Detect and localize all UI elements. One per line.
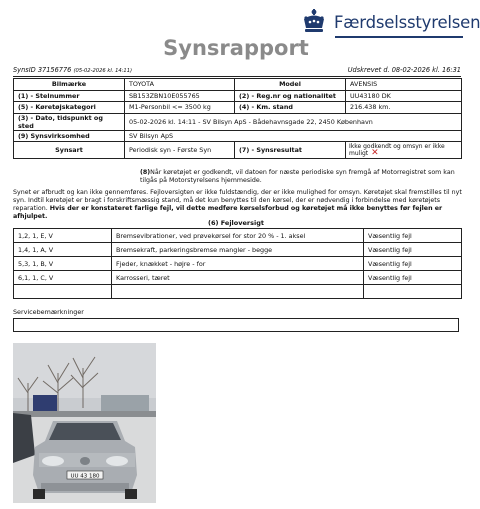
table-row <box>14 229 462 243</box>
syns-id: SynsID 37156776 (05-02-2026 kl. 14:11) <box>13 66 133 74</box>
service-remarks-box <box>13 318 459 332</box>
model-value: AVENSIS <box>346 79 462 91</box>
frame-value: SB153ZBN10E055765 <box>125 90 235 102</box>
agency-name: Færdselsstyrelsen <box>334 12 480 32</box>
defect-code: 5,3, 1, B, V <box>14 257 112 271</box>
reg-label: (2) - Reg.nr og nationalitet <box>235 90 346 102</box>
model-label: Model <box>235 79 346 91</box>
vehicle-photo <box>13 343 156 503</box>
defect-desc: Bremsevibrationer, ved prøvekørsel for stor 20 % - 1. aksel <box>112 229 364 243</box>
defect-desc <box>112 285 364 299</box>
defect-code: 1,4, 1, A, V <box>14 243 112 257</box>
result-label: (7) - Synsresultat <box>235 142 346 159</box>
agency-logo <box>300 8 480 36</box>
category-value: M1-Personbil <= 3500 kg <box>125 102 235 114</box>
table-row <box>14 271 462 285</box>
defect-desc: Bremsekraft, parkeringsbremse mangler - begge <box>112 243 364 257</box>
page-title: Synsrapport <box>163 36 309 60</box>
vehicle-info-table <box>13 78 462 159</box>
category-label: (5) - Køretøjskategori <box>14 102 125 114</box>
printed-date: Udskrevet d. 08-02-2026 kl. 16:31 <box>347 66 461 74</box>
defects-title: (6) Fejloversigt <box>208 219 264 227</box>
inspection-interrupted-text: Synet er afbrudt og kan ikke gennemføres. Fejloversigten er ikke fuldstændig, der er ikke mulighed for omsyn. Køretøjet skal fremstilles til nyt syn. Indtil køretøjet er bragt i forskriftsmæssig stand, må det kun benyttes til den kørsel, der er nødvendig i forbindelse med køretøjets reparation. Hvis der er konstateret farlige fejl, vil dette medføre kørselsforbud og køretøjet må ikke benyttes før fejlen er afhjulpet. <box>13 189 462 220</box>
defect-code <box>14 285 112 299</box>
company-label: (9) Synsvirksomhed <box>14 130 125 142</box>
result-value: Ikke godkendt og omsyn er ikke muligt ✕ <box>346 142 462 159</box>
table-row <box>14 285 462 299</box>
type-label: Synsart <box>14 142 125 159</box>
defect-severity: Væsentlig fejl <box>364 243 462 257</box>
red-x-icon: ✕ <box>371 148 379 158</box>
table-row <box>14 257 462 271</box>
defect-code: 1,2, 1, E, V <box>14 229 112 243</box>
defect-severity: Væsentlig fejl <box>364 271 462 285</box>
make-label: Bilmærke <box>14 79 125 91</box>
license-plate: UU 43 180 <box>70 473 100 480</box>
frame-label: (1) - Stelnummer <box>14 90 125 102</box>
defect-severity <box>364 285 462 299</box>
table-row <box>14 243 462 257</box>
date-place-value: 05-02-2026 kl. 14:11 - SV Bilsyn ApS - Bådehavnsgade 22, 2450 København <box>125 113 462 130</box>
company-value: SV Bilsyn ApS <box>125 130 462 142</box>
service-remarks-label: Servicebemærkninger <box>13 308 84 316</box>
defect-desc: Fjeder, knækket - højre - for <box>112 257 364 271</box>
divider <box>13 76 461 77</box>
reg-value: UU43180 DK <box>346 90 462 102</box>
defect-severity: Væsentlig fejl <box>364 257 462 271</box>
make-value: TOYOTA <box>125 79 235 91</box>
type-value: Periodisk syn - Første Syn <box>125 142 235 159</box>
defect-desc: Karrosseri, tæret <box>112 271 364 285</box>
defect-code: 6,1, 1, C, V <box>14 271 112 285</box>
crown-icon <box>300 8 328 36</box>
defects-table <box>13 228 462 299</box>
note-next-inspection: (8)Når køretøjet er godkendt, vil datoen for næste periodiske syn fremgå af Motorregistret som kan tilgås på Motorstyrelsens hjemmeside. <box>140 169 455 184</box>
date-place-label: (3) - Dato, tidspunkt og sted <box>14 113 125 130</box>
km-label: (4) - Km. stand <box>235 102 346 114</box>
defect-severity: Væsentlig fejl <box>364 229 462 243</box>
km-value: 216.438 km. <box>346 102 462 114</box>
